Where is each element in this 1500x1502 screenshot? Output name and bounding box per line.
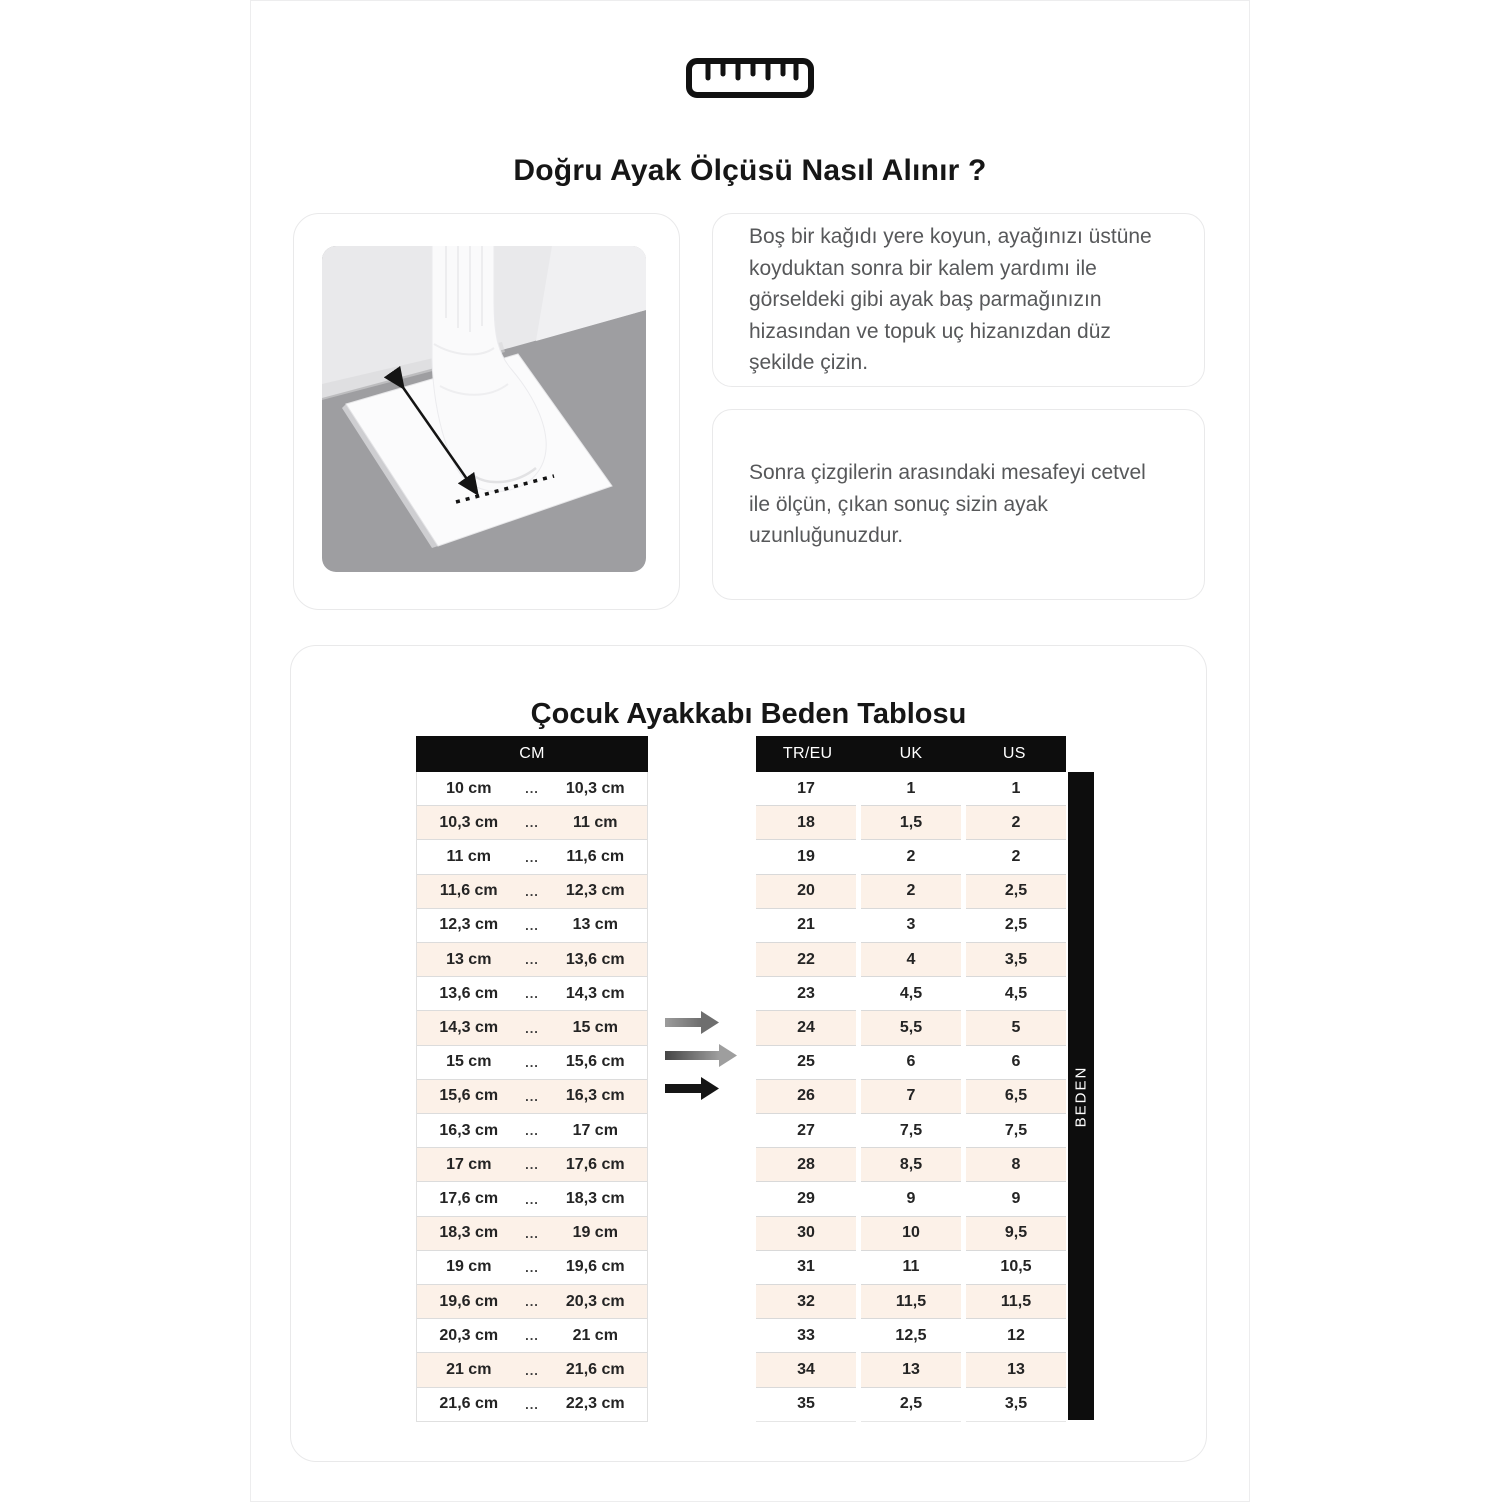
us-size: 2 [966, 806, 1066, 840]
beden-label: BEDEN [1072, 1065, 1090, 1127]
us-size: 7,5 [966, 1114, 1066, 1148]
uk-size: 9 [861, 1182, 961, 1216]
cm-range-start: 15,6 cm [439, 1087, 499, 1105]
arrow-top [665, 1011, 719, 1034]
cm-table-row [417, 1046, 647, 1080]
us-size: 12 [966, 1319, 1066, 1353]
size-table-row [756, 1353, 1066, 1387]
cm-table-row [417, 1353, 647, 1387]
uk-size: 4,5 [861, 977, 961, 1011]
cm-range-separator: ... [525, 1191, 539, 1207]
treu-size: 22 [756, 943, 856, 977]
treu-size: 33 [756, 1319, 856, 1353]
us-size: 1 [966, 772, 1066, 806]
cm-table-body [416, 772, 648, 1422]
treu-size: 29 [756, 1182, 856, 1216]
cm-range-start: 10,3 cm [439, 813, 499, 831]
cm-range-end: 20,3 cm [565, 1292, 625, 1310]
instruction-text-2: Sonra çizgilerin arasındaki mesafeyi cetvel ile ölçün, çıkan sonuç sizin ayak uzunluğunuzdur. [749, 461, 1146, 548]
cm-range-start: 16,3 cm [439, 1121, 499, 1139]
cm-range-separator: ... [525, 815, 539, 831]
size-table-row [756, 1217, 1066, 1251]
cm-range-start: 11 cm [446, 848, 491, 865]
cm-range-start: 15 cm [446, 1053, 492, 1071]
cm-table-row [417, 772, 647, 806]
page-title: Doğru Ayak Ölçüsü Nasıl Alınır ? [513, 154, 987, 188]
us-size: 6,5 [966, 1080, 1066, 1114]
cm-range-end: 19,6 cm [565, 1258, 625, 1276]
arrow-middle [665, 1044, 737, 1067]
cm-range-end: 21,6 cm [565, 1361, 625, 1379]
us-size: 11,5 [966, 1285, 1066, 1319]
size-chart-title: Çocuk Ayakkabı Beden Tablosu [530, 698, 967, 731]
us-size: 9,5 [966, 1217, 1066, 1251]
uk-size: 2,5 [861, 1388, 961, 1422]
cm-range-end: 12,3 cm [565, 882, 625, 900]
uk-size: 8,5 [861, 1148, 961, 1182]
size-table-row [756, 875, 1066, 909]
header-icon-wrap [250, 56, 1250, 100]
instruction-text-1: Boş bir kağıdı yere koyun, ayağınızı üstüne koyduktan sonra bir kalem yardımı ile görseldeki gibi ayak baş parmağınızın hizasından ve topuk uç hizanızdan düz şekilde çizin. [749, 225, 1152, 375]
cm-range-start: 19,6 cm [439, 1292, 499, 1310]
treu-size: 24 [756, 1011, 856, 1045]
size-table-row [756, 1285, 1066, 1319]
cm-table-row [417, 840, 647, 874]
cm-range-separator: ... [525, 1396, 539, 1412]
size-header-treu: TR/EU [782, 745, 833, 762]
cm-range-separator: ... [525, 849, 539, 865]
treu-size: 31 [756, 1251, 856, 1285]
treu-size: 26 [756, 1080, 856, 1114]
cm-table-row [417, 1080, 647, 1114]
cm-range-start: 17,6 cm [439, 1190, 499, 1208]
size-chart-card [290, 645, 1207, 1462]
size-table-row [756, 806, 1066, 840]
size-table [756, 736, 1066, 1422]
uk-size: 11 [861, 1251, 961, 1285]
cm-range-separator: ... [525, 1157, 539, 1173]
uk-size: 13 [861, 1353, 961, 1387]
cm-range-separator: ... [525, 952, 539, 968]
size-table-row [756, 1011, 1066, 1045]
cm-range-separator: ... [525, 1328, 539, 1344]
instruction-box-2 [712, 409, 1205, 600]
cm-range-start: 13 cm [446, 950, 492, 968]
cm-table-row [417, 943, 647, 977]
us-size: 5 [966, 1011, 1066, 1045]
arrow-bottom [665, 1077, 719, 1100]
cm-range-separator: ... [525, 883, 539, 899]
cm-table-row [417, 909, 647, 943]
uk-size: 5,5 [861, 1011, 961, 1045]
foot-on-paper-illustration [322, 246, 646, 572]
cm-range-end: 15 cm [572, 1019, 618, 1037]
uk-size: 2 [861, 875, 961, 909]
size-table-row [756, 943, 1066, 977]
treu-size: 32 [756, 1285, 856, 1319]
cm-range-start: 12,3 cm [439, 916, 499, 934]
foot-measurement-photo [322, 246, 646, 572]
cm-range-start: 21 cm [446, 1361, 492, 1379]
size-table-row [756, 1148, 1066, 1182]
cm-range-separator: ... [525, 1225, 539, 1241]
cm-range-end: 14,3 cm [565, 984, 625, 1002]
cm-range-start: 10 cm [446, 779, 492, 797]
instruction-box-1 [712, 213, 1205, 387]
uk-size: 4 [861, 943, 961, 977]
cm-table-row [417, 1011, 647, 1045]
cm-range-separator: ... [525, 1123, 539, 1139]
size-table-row [756, 977, 1066, 1011]
cm-range-separator: ... [525, 917, 539, 933]
treu-size: 28 [756, 1148, 856, 1182]
treu-size: 35 [756, 1388, 856, 1422]
cm-range-separator: ... [525, 1259, 539, 1275]
cm-range-start: 19 cm [446, 1258, 492, 1276]
cm-table-row [417, 1319, 647, 1353]
cm-range-end: 22,3 cm [565, 1395, 625, 1413]
treu-size: 17 [756, 772, 856, 806]
uk-size: 6 [861, 1046, 961, 1080]
uk-size: 7 [861, 1080, 961, 1114]
treu-size: 18 [756, 806, 856, 840]
uk-size: 3 [861, 909, 961, 943]
size-table-row [756, 1319, 1066, 1353]
cm-range-separator: ... [525, 1362, 539, 1378]
treu-size: 20 [756, 875, 856, 909]
cm-range-end: 11 cm [573, 813, 618, 831]
uk-size: 1,5 [861, 806, 961, 840]
size-table-row [756, 1046, 1066, 1080]
cm-range-separator: ... [525, 1088, 539, 1104]
cm-table-row [417, 1182, 647, 1216]
us-size: 2,5 [966, 875, 1066, 909]
us-size: 9 [966, 1182, 1066, 1216]
cm-range-end: 15,6 cm [565, 1053, 625, 1071]
cm-table-row [417, 1114, 647, 1148]
uk-size: 2 [861, 840, 961, 874]
uk-size: 11,5 [861, 1285, 961, 1319]
cm-range-start: 14,3 cm [439, 1019, 499, 1037]
treu-size: 21 [756, 909, 856, 943]
cm-table [416, 736, 648, 1422]
foot-measurement-photo-card [293, 213, 680, 610]
us-size: 3,5 [966, 1388, 1066, 1422]
uk-size: 1 [861, 772, 961, 806]
us-size: 3,5 [966, 943, 1066, 977]
cm-range-separator: ... [525, 781, 539, 797]
cm-range-start: 11,6 cm [439, 882, 498, 900]
size-header-us: US [1002, 745, 1026, 762]
cm-table-row [417, 977, 647, 1011]
uk-size: 7,5 [861, 1114, 961, 1148]
size-table-header [756, 736, 1066, 772]
cm-table-row [417, 1217, 647, 1251]
cm-table-row [417, 1148, 647, 1182]
size-table-body [756, 772, 1066, 1422]
cm-range-end: 18,3 cm [565, 1190, 625, 1208]
us-size: 8 [966, 1148, 1066, 1182]
cm-header-label: CM [519, 745, 545, 762]
cm-range-start: 21,6 cm [439, 1395, 499, 1413]
cm-table-row [417, 806, 647, 840]
size-table-row [756, 772, 1066, 806]
beden-side-bar [1068, 772, 1094, 1420]
cm-table-row [417, 1285, 647, 1319]
cm-range-end: 11,6 cm [566, 848, 625, 865]
cm-range-separator: ... [525, 1020, 539, 1036]
cm-range-end: 17 cm [572, 1121, 618, 1139]
cm-range-end: 16,3 cm [565, 1087, 625, 1105]
cm-range-start: 18,3 cm [439, 1224, 499, 1242]
cm-range-end: 13 cm [572, 916, 618, 934]
cm-range-end: 10,3 cm [565, 779, 625, 797]
us-size: 13 [966, 1353, 1066, 1387]
cm-table-row [417, 1251, 647, 1285]
us-size: 10,5 [966, 1251, 1066, 1285]
cm-range-start: 17 cm [446, 1155, 492, 1173]
size-table-row [756, 1080, 1066, 1114]
treu-size: 27 [756, 1114, 856, 1148]
uk-size: 12,5 [861, 1319, 961, 1353]
size-header-uk: UK [899, 745, 923, 762]
size-table-row [756, 1114, 1066, 1148]
us-size: 2,5 [966, 909, 1066, 943]
size-table-row [756, 840, 1066, 874]
cm-table-header [416, 736, 648, 772]
us-size: 2 [966, 840, 1066, 874]
transfer-arrows-icon [663, 1008, 753, 1108]
uk-size: 10 [861, 1217, 961, 1251]
us-size: 6 [966, 1046, 1066, 1080]
cm-range-end: 17,6 cm [565, 1155, 625, 1173]
cm-table-row [417, 1388, 647, 1421]
cm-range-end: 21 cm [572, 1326, 618, 1344]
treu-size: 23 [756, 977, 856, 1011]
cm-range-start: 20,3 cm [439, 1326, 499, 1344]
cm-table-row [417, 875, 647, 909]
treu-size: 30 [756, 1217, 856, 1251]
cm-range-separator: ... [525, 1294, 539, 1310]
cm-range-separator: ... [525, 986, 539, 1002]
size-table-row [756, 1182, 1066, 1216]
cm-range-end: 19 cm [572, 1224, 618, 1242]
cm-range-start: 13,6 cm [439, 984, 499, 1002]
us-size: 4,5 [966, 977, 1066, 1011]
treu-size: 34 [756, 1353, 856, 1387]
cm-range-end: 13,6 cm [565, 950, 625, 968]
ruler-icon [685, 56, 815, 100]
cm-range-separator: ... [525, 1054, 539, 1070]
size-table-row [756, 909, 1066, 943]
treu-size: 19 [756, 840, 856, 874]
size-table-row [756, 1388, 1066, 1422]
size-table-row [756, 1251, 1066, 1285]
treu-size: 25 [756, 1046, 856, 1080]
